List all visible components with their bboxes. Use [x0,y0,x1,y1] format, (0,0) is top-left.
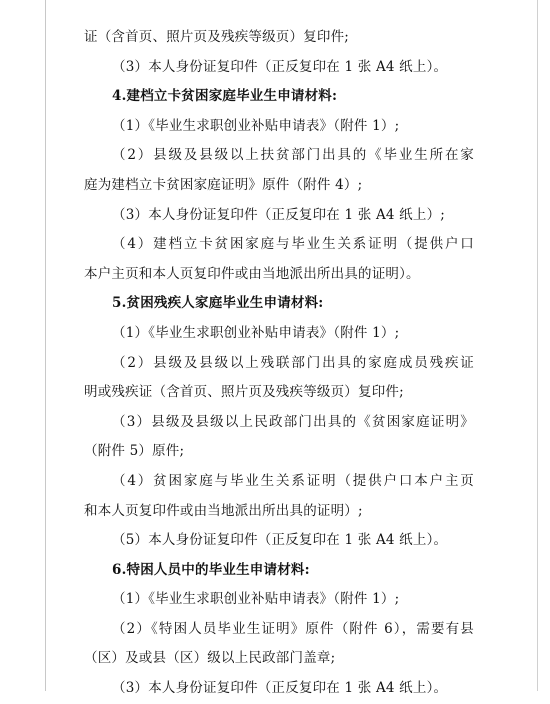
text-line: 本户主页和本人页复印件或由当地派出所出具的证明）。 [84,265,420,282]
page-right-edge [537,0,538,691]
text-line: （2）县级及县级以上扶贫部门出具的《毕业生所在家 [112,147,474,164]
text-line: （5）本人身份证复印件（正反复印在 1 张 A4 纸上）。 [112,532,448,549]
text-line: （3）县级及县级以上民政部门出具的《贫困家庭证明》 [112,413,474,430]
text-line: （2）县级及县级以上残联部门出具的家庭成员残疾证 [112,354,474,371]
text-line: （3）本人身份证复印件（正反复印在 1 张 A4 纸上）。 [112,58,448,75]
text-line: （4）建档立卡贫困家庭与毕业生关系证明（提供户口 [112,236,474,253]
text-line: 庭为建档立卡贫困家庭证明》原件（附件 4）; [84,176,363,193]
text-line: （3）本人身份证复印件（正反复印在 1 张 A4 纸上）; [112,206,446,223]
text-line: （区）及或县（区）级以上民政部门盖章; [84,650,336,667]
text-line: （1）《毕业生求职创业补贴申请表》（附件 1）; [112,117,400,134]
text-line: 明或残疾证（含首页、照片页及残疾等级页）复印件; [84,384,404,401]
section-heading: 6.特困人员中的毕业生申请材料: [112,561,310,578]
text-line: （1）《毕业生求职创业补贴申请表》（附件 1）; [112,591,400,608]
text-line: 和本人页复印件或由当地派出所出具的证明）; [84,502,363,519]
text-line: （2）《特困人员毕业生证明》原件（附件 6），需要有县 [112,620,474,637]
section-heading: 4.建档立卡贫困家庭毕业生申请材料: [112,88,338,105]
text-line: （3）本人身份证复印件（正反复印在 1 张 A4 纸上）。 [112,680,448,697]
text-line: （4）贫困家庭与毕业生关系证明（提供户口本户主页 [112,472,474,489]
section-heading: 5.贫困残疾人家庭毕业生申请材料: [112,295,324,312]
text-line: （1）《毕业生求职创业补贴申请表》（附件 1）; [112,324,400,341]
text-line: （附件 5）原件; [84,443,185,460]
page-left-edge [45,0,46,691]
text-line: 证（含首页、照片页及残疾等级页）复印件; [84,29,350,45]
document-body [84,23,474,704]
